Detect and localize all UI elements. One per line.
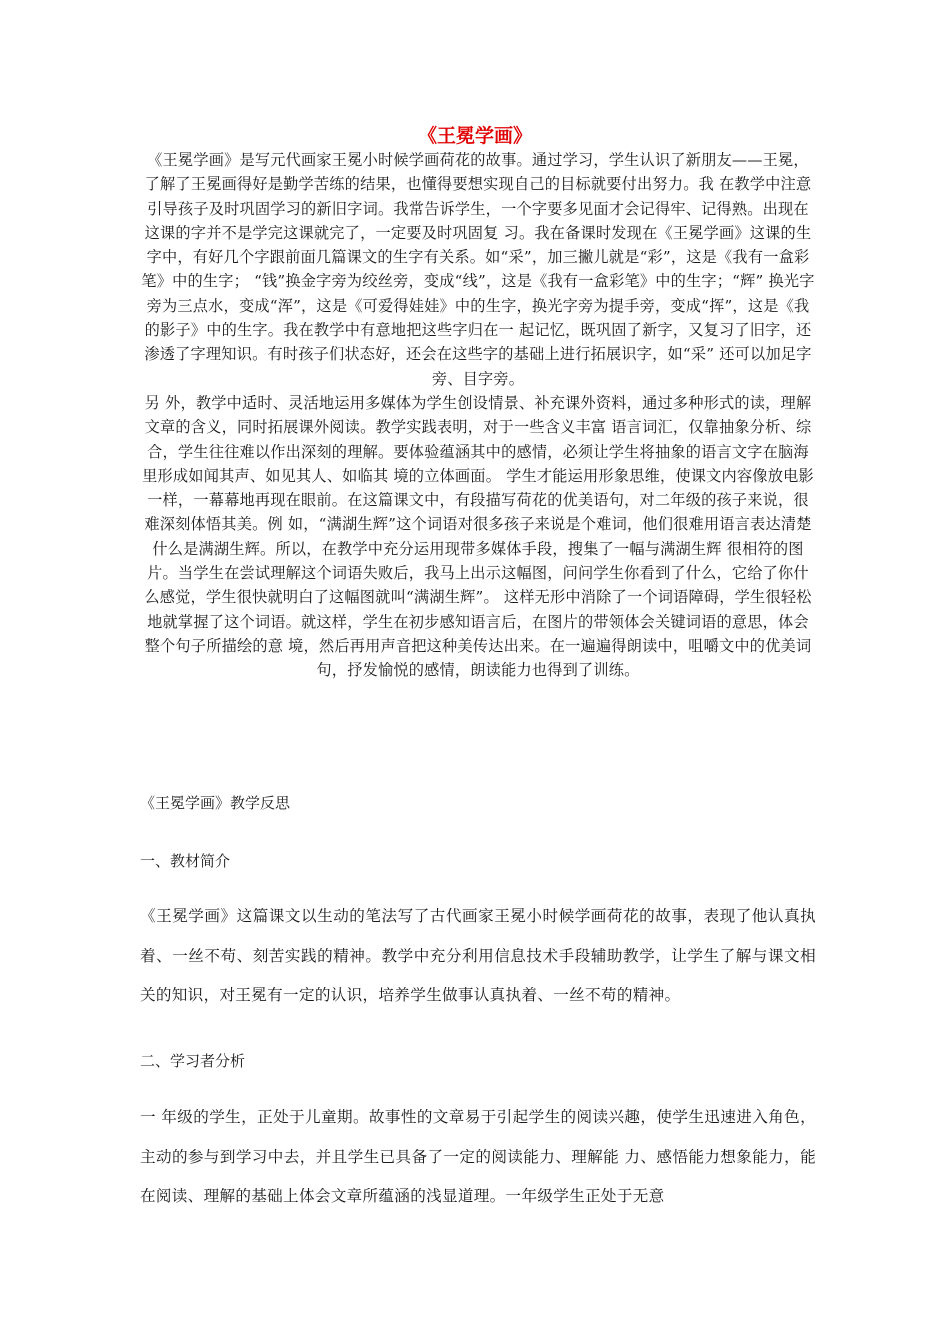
section-paragraph-2: 一 年级的学生，正处于儿童期。故事性的文章易于引起学生的阅读兴趣，使学生迅速进入角色，主动的参与到学习中去，并且学生已具备了一定的阅读能力、理解能 力、感悟能力想象能力，能在阅读、理解的基础上体会文章所蕴涵的浅显道理。一年级学生正处于无意: [140, 1108, 816, 1205]
intro-paragraph-2: 另 外，教学中适时、灵活地运用多媒体为学生创设情景、补充课外资料，通过多种形式的读，理解文章的含义，同时拓展课外阅读。教学实践表明，对于一些含义丰富 语言词汇，仅靠抽象分析、综合，学生往往难以作出深刻的理解。要体验蕴涵其中的感情，必须让学生将抽象的语言文字在脑海里形成如闻其声、如见其人、如临其 境的立体画面。 学生才能运用形象思维，使课文内容像放电影一样，一幕幕地再现在眼前。在这篇课文中，有段描写荷花的优美语句，对二年级的孩子来说，很难深刻体悟其美。例 如，“满湖生辉”这个词语对很多孩子来说是个难词，他们很难用语言表达清楚什么是满湖生辉。所以，在教学中充分运用现带多媒体手段，搜集了一幅与满湖生辉 很相符的图片。当学生在尝试理解这个词语失败后，我马上出示这幅图，问问学生你看到了什么，它给了你什么感觉，学生很快就明白了这幅图就叫“满湖生辉”。 这样无形中消除了一个词语障碍，学生很轻松地就掌握了这个词语。就这样，学生在初步感知语言后，在图片的带领体会关键词语的意思，体会整个句子所描绘的意 境，然后再用声音把这种美传达出来。在一遍遍得朗读中，咀嚼文中的优美词句，抒发愉悦的感情，朗读能力也得到了训练。: [142, 393, 814, 680]
intro-section: [140, 148, 816, 683]
document-title: 《王冕学画》: [417, 125, 532, 147]
reflection-title: 《王冕学画》教学反思: [140, 794, 291, 812]
section-paragraph-1: 《王冕学画》这篇课文以生动的笔法写了古代画家王冕小时候学画荷花的故事，表现了他认真执着、一丝不苟、刻苦实践的精神。教学中充分利用信息技术手段辅助教学，让学生了解与课文相关的知识，对王冕有一定的认识，培养学生做事认真执着、一丝不苟的精神。: [140, 907, 816, 1004]
section-heading-2: 二、学习者分析: [140, 1052, 246, 1070]
intro-paragraph-1: 《王冕学画》是写元代画家王冕小时候学画荷花的故事。通过学习，学生认识了新朋友——王冕，了解了王冕画得好是勤学苦练的结果，也懂得要想实现自己的目标就要付出努力。我 在教学中注意引导孩子及时巩固学习的新旧字词。我常告诉学生，一个字要多见面才会记得牢、记得熟。出现在这课的字并不是学完这课就完了，一定要及时巩固复 习。我在备课时发现在《王冕学画》这课的生字中，有好几个字跟前面几篇课文的生字有关系。如“采”，加三撇儿就是“彩”，这是《我有一盒彩笔》中的生字； “钱”换金字旁为绞丝旁，变成“线”，这是《我有一盒彩笔》中的生字；“辉” 换光字旁为三点水，变成“浑”，这是《可爱得娃娃》中的生字，换光字旁为提手旁，变成“挥”，这是《我的影子》中的生字。我在教学中有意地把这些字归在一 起记忆，既巩固了新字，又复习了旧字，还渗透了字理知识。有时孩子们状态好，还会在这些字的基础上进行拓展识字，如“采” 还可以加足字旁、目字旁。: [141, 151, 815, 388]
section-heading-1: 一、教材简介: [140, 852, 231, 870]
